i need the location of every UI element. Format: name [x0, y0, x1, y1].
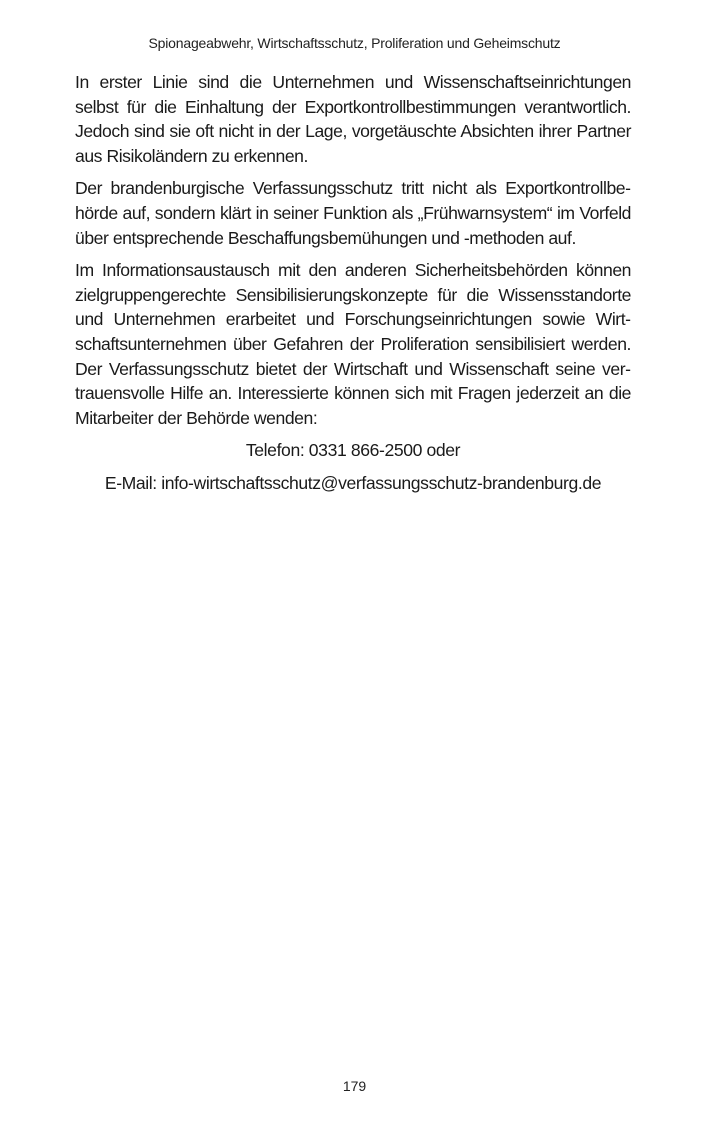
page-body — [75, 70, 631, 504]
page-number: 179 — [342, 1078, 367, 1094]
paragraph-information-exchange: Im Informationsaustausch mit den anderen Sicherheitsbehörden können zielgruppengerechte Sensibilisierungskonzepte für die Wissensstandorte und Unternehmen erarbeitet und Forschungseinrichtungen sowie Wirtschaftsunternehmen über Gefahren der Proliferation sensibilisiert werden. Der Verfassungsschutz bietet der Wirtschaft und Wissenschaft seine vertrauensvolle Hilfe an. Interessierte können sich mit Fragen jederzeit an die Mitarbeiter der Behörde wenden: — [75, 260, 631, 428]
contact-email: E-Mail: info-wirtschaftsschutz@verfassungsschutz-brandenburg.de — [104, 472, 602, 493]
paragraph-early-warning: Der brandenburgische Verfassungsschutz tritt nicht als Exportkontrollbehörde auf, sondern klärt in seiner Funktion als „Frühwarnsystem“ im Vorfeld über entsprechende Beschaffungsbemühungen und -methoden auf. — [75, 178, 631, 248]
paragraph-export-responsibility: In erster Linie sind die Unternehmen und Wissenschaftseinrichtungen selbst für die Einhaltung der Exportkontrollbestimmungen verantwortlich. Jedoch sind sie oft nicht in der Lage, vorgetäuschte Absichten ihrer Partner aus Risikoländern zu erkennen. — [75, 72, 631, 166]
contact-phone: Telefon: 0331 866-2500 oder — [245, 440, 461, 461]
running-header: Spionageabwehr, Wirtschaftsschutz, Proliferation und Geheimschutz — [148, 35, 561, 51]
